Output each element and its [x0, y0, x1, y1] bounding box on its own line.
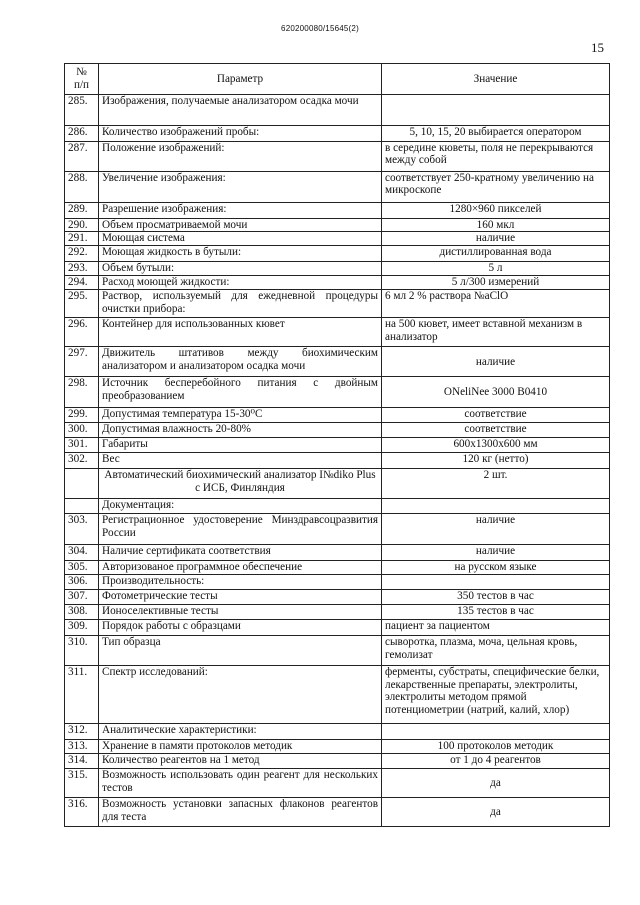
row-parameter: Порядок работы с образцами [99, 620, 382, 636]
row-parameter: Количество изображений пробы: [99, 126, 382, 142]
table-row [65, 575, 610, 590]
row-parameter: Производительность: [99, 575, 382, 590]
row-parameter: Ионоселективные тесты [99, 605, 382, 620]
row-parameter: Источник бесперебойного питания с двойным преобразованием [99, 377, 382, 408]
row-parameter: Допустимая температура 15-30⁰С [99, 408, 382, 423]
row-parameter: Разрешение изображения: [99, 203, 382, 219]
row-number: 308. [65, 605, 99, 620]
table-row [65, 724, 610, 740]
row-value: ONeliNee 3000 B0410 [382, 377, 610, 408]
row-value: на 500 кювет, имеет вставной механизм в анализатор [382, 318, 610, 347]
table-row [65, 246, 610, 262]
row-number: 295. [65, 290, 99, 318]
table-row [65, 590, 610, 605]
table-row [65, 347, 610, 377]
row-parameter: Моющая жидкость в бутыли: [99, 246, 382, 262]
row-parameter: Тип образца [99, 636, 382, 666]
row-parameter: Фотометрические тесты [99, 590, 382, 605]
table-row [65, 232, 610, 246]
row-value: 5 л/300 измерений [382, 276, 610, 290]
row-value: ферменты, субстраты, специфические белки, лекарственные препараты, электролиты, электролиты методом прямой потенциометрии (натрий, калий, хлор) [382, 666, 610, 724]
row-value: от 1 до 4 реагентов [382, 754, 610, 769]
row-number: 316. [65, 798, 99, 827]
row-parameter: Возможность установки запасных флаконов реагентов для теста [99, 798, 382, 827]
table-row [65, 290, 610, 318]
table-row [65, 318, 610, 347]
row-number: 291. [65, 232, 99, 246]
row-value [382, 575, 610, 590]
row-parameter: Движитель штативов между биохимическим анализатором и анализатором осадка мочи [99, 347, 382, 377]
row-value: 120 кг (нетто) [382, 453, 610, 469]
column-header-num: № п/п [65, 64, 99, 95]
row-parameter: Спектр исследований: [99, 666, 382, 724]
row-parameter: Изображения, получаемые анализатором осадка мочи [99, 95, 382, 126]
page-number: 15 [591, 40, 604, 55]
document-id: 620200080/15645(2) [281, 24, 359, 33]
row-value: 6 мл 2 % раствора №aClO [382, 290, 610, 318]
row-number: 302. [65, 453, 99, 469]
row-parameter: Возможность использовать один реагент для нескольких тестов [99, 769, 382, 798]
row-parameter: Аналитические характеристики: [99, 724, 382, 740]
table-row [65, 423, 610, 438]
row-number: 297. [65, 347, 99, 377]
row-value: пациент за пациентом [382, 620, 610, 636]
table-row [65, 95, 610, 126]
row-number: 296. [65, 318, 99, 347]
row-value: да [382, 798, 610, 827]
row-value [382, 724, 610, 740]
row-value: дистиллированная вода [382, 246, 610, 262]
row-value: сыворотка, плазма, моча, цельная кровь, гемолизат [382, 636, 610, 666]
row-value: на русском языке [382, 561, 610, 575]
table-row [65, 377, 610, 408]
row-value: наличие [382, 347, 610, 377]
row-value: 160 мкл [382, 219, 610, 232]
row-number: 310. [65, 636, 99, 666]
row-number [65, 469, 99, 499]
table-row [65, 620, 610, 636]
row-number: 287. [65, 142, 99, 172]
table-row [65, 561, 610, 575]
row-parameter: Авторизованое программное обеспечение [99, 561, 382, 575]
row-number: 299. [65, 408, 99, 423]
row-parameter: Наличие сертификата соответствия [99, 545, 382, 561]
table-row [65, 499, 610, 514]
row-number: 303. [65, 514, 99, 545]
row-value: 350 тестов в час [382, 590, 610, 605]
table-row [65, 769, 610, 798]
table-row [65, 666, 610, 724]
row-number: 304. [65, 545, 99, 561]
row-parameter: Документация: [99, 499, 382, 514]
row-value: да [382, 769, 610, 798]
row-value [382, 499, 610, 514]
row-parameter: Автоматический биохимический анализатор I№diko Plus с ИСБ, Финляндия [99, 469, 382, 499]
row-number: 306. [65, 575, 99, 590]
row-number [65, 499, 99, 514]
row-value: наличие [382, 514, 610, 545]
table-row [65, 126, 610, 142]
row-value: 135 тестов в час [382, 605, 610, 620]
row-number: 294. [65, 276, 99, 290]
row-number: 305. [65, 561, 99, 575]
row-value: в середине кюветы, поля не перекрываются между собой [382, 142, 610, 172]
row-parameter: Объем бутыли: [99, 262, 382, 276]
parameters-table [64, 63, 610, 827]
row-number: 309. [65, 620, 99, 636]
row-value: 100 протоколов методик [382, 740, 610, 754]
row-number: 290. [65, 219, 99, 232]
row-value: 1280×960 пикселей [382, 203, 610, 219]
row-value: соответствует 250-кратному увеличению на микроскопе [382, 172, 610, 203]
row-parameter: Расход моющей жидкости: [99, 276, 382, 290]
row-number: 313. [65, 740, 99, 754]
row-number: 286. [65, 126, 99, 142]
table-row [65, 798, 610, 827]
row-number: 307. [65, 590, 99, 605]
row-value: соответствие [382, 423, 610, 438]
row-number: 293. [65, 262, 99, 276]
row-parameter: Объем просматриваемой мочи [99, 219, 382, 232]
table-row [65, 605, 610, 620]
table-row [65, 469, 610, 499]
row-parameter: Вес [99, 453, 382, 469]
row-value: 5, 10, 15, 20 выбирается оператором [382, 126, 610, 142]
row-parameter: Регистрационное удостоверение Минздравсоцразвития России [99, 514, 382, 545]
row-number: 288. [65, 172, 99, 203]
table-row [65, 754, 610, 769]
row-number: 314. [65, 754, 99, 769]
row-parameter: Раствор, используемый для ежедневной процедуры очистки прибора: [99, 290, 382, 318]
table-row [65, 514, 610, 545]
row-number: 301. [65, 438, 99, 453]
table-row [65, 262, 610, 276]
row-number: 289. [65, 203, 99, 219]
table-row [65, 172, 610, 203]
row-value: соответствие [382, 408, 610, 423]
table-row [65, 219, 610, 232]
table-row [65, 545, 610, 561]
row-number: 298. [65, 377, 99, 408]
row-parameter: Контейнер для использованных кювет [99, 318, 382, 347]
row-value [382, 95, 610, 126]
row-number: 300. [65, 423, 99, 438]
row-value: наличие [382, 232, 610, 246]
row-parameter: Количество реагентов на 1 метод [99, 754, 382, 769]
table-row [65, 453, 610, 469]
row-parameter: Хранение в памяти протоколов методик [99, 740, 382, 754]
row-number: 311. [65, 666, 99, 724]
column-header-param: Параметр [99, 64, 382, 95]
table-row [65, 408, 610, 423]
table-row [65, 142, 610, 172]
row-value: 2 шт. [382, 469, 610, 499]
table-row [65, 276, 610, 290]
table-row [65, 636, 610, 666]
row-number: 315. [65, 769, 99, 798]
row-value: 600x1300x600 мм [382, 438, 610, 453]
row-parameter: Положение изображений: [99, 142, 382, 172]
table-row [65, 438, 610, 453]
row-value: наличие [382, 545, 610, 561]
row-number: 312. [65, 724, 99, 740]
column-header-value: Значение [382, 64, 610, 95]
row-parameter: Допустимая влажность 20-80% [99, 423, 382, 438]
table-row [65, 740, 610, 754]
row-parameter: Моющая система [99, 232, 382, 246]
row-number: 292. [65, 246, 99, 262]
row-parameter: Увеличение изображения: [99, 172, 382, 203]
row-value: 5 л [382, 262, 610, 276]
row-number: 285. [65, 95, 99, 126]
table-row [65, 203, 610, 219]
row-parameter: Габариты [99, 438, 382, 453]
